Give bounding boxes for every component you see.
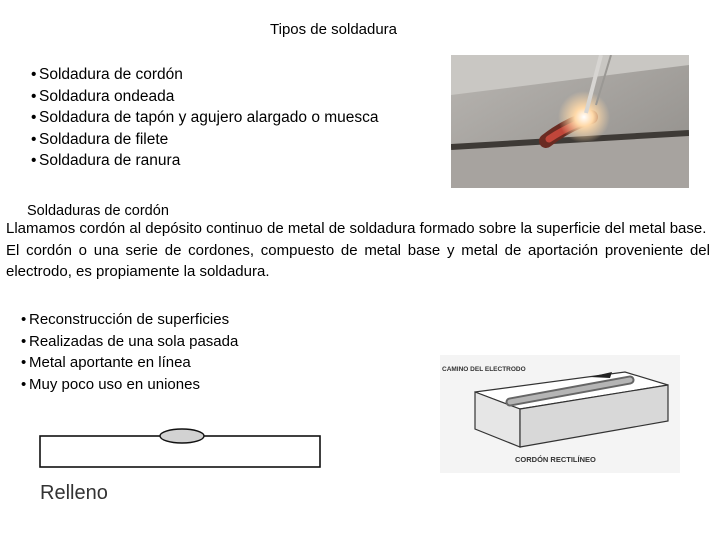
list-item: • Realizadas de una sola pasada [21, 331, 238, 353]
list-item: • Soldadura de filete [31, 129, 379, 151]
list-item: • Soldadura de cordón [31, 64, 379, 86]
list-item: • Reconstrucción de superficies [21, 309, 238, 331]
fill-sketch [18, 400, 358, 524]
weld-types-list [31, 64, 379, 172]
diagram-label-top: CAMINO DEL ELECTRODO [442, 366, 526, 373]
list-item: • Soldadura de tapón y agujero alargado o muesca [31, 107, 379, 129]
section-description [6, 218, 710, 283]
diagram-label-bottom: CORDÓN RECTILÍNEO [515, 455, 596, 464]
bead-diagram [440, 355, 680, 473]
paragraph: El cordón o una serie de cordones, compuesto de metal base y metal de aportación proveniente del electrodo, es propiamente la soldadura. [6, 241, 710, 280]
sketch-label: Relleno [40, 482, 108, 504]
features-list [21, 309, 238, 395]
list-item: • Metal aportante en línea [21, 352, 238, 374]
section-heading: Soldaduras de cordón [27, 203, 169, 219]
list-item: • Soldadura ondeada [31, 86, 379, 108]
page-title: Tipos de soldadura [270, 21, 398, 38]
welding-photo [451, 55, 689, 188]
list-item: • Muy poco uso en uniones [21, 374, 238, 396]
paragraph: Llamamos cordón al depósito continuo de metal de soldadura formado sobre la superficie del metal base. [6, 220, 707, 237]
list-item: • Soldadura de ranura [31, 150, 379, 172]
